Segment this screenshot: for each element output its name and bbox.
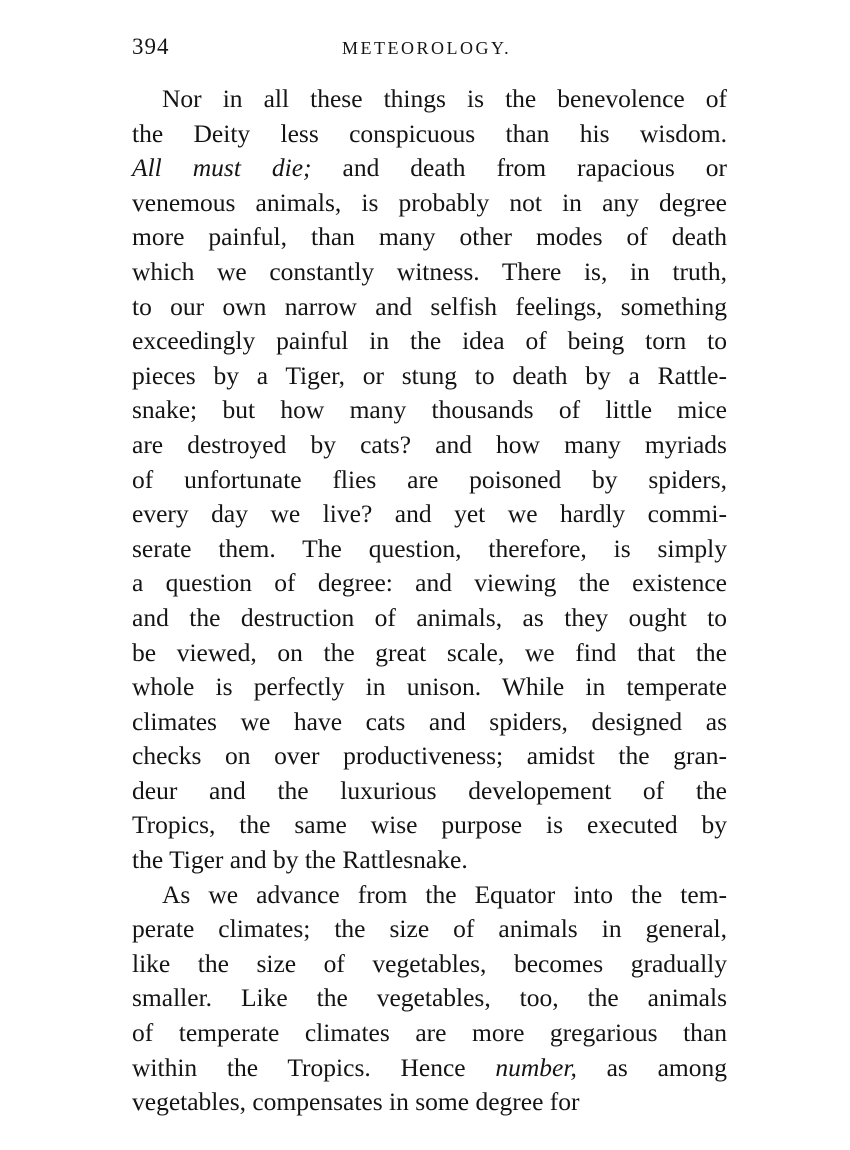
text-line bbox=[132, 981, 727, 1016]
paragraph bbox=[132, 82, 727, 878]
text-segment: pieces by a Tiger, or stung to death by a Rattle- bbox=[132, 360, 727, 390]
text-line bbox=[132, 912, 727, 947]
text-line bbox=[132, 808, 727, 843]
text-segment: perate climates; the size of animals in general, bbox=[132, 914, 727, 944]
text-line bbox=[132, 497, 727, 532]
text-segment: checks on over productiveness; amidst the gran- bbox=[132, 741, 727, 771]
text-segment: be viewed, on the great scale, we find that the bbox=[132, 637, 727, 667]
text-segment: and the destruction of animals, as they ought to bbox=[132, 602, 727, 632]
text-line bbox=[132, 151, 727, 186]
text-segment: are destroyed by cats? and how many myriads bbox=[132, 429, 727, 459]
text-line bbox=[132, 393, 727, 428]
text-segment: the Deity less conspicuous than his wisdom. bbox=[132, 118, 727, 148]
text-line bbox=[132, 636, 727, 671]
text-segment: a question of degree: and viewing the existence bbox=[132, 568, 727, 598]
text-segment: whole is perfectly in unison. While in temperate bbox=[132, 672, 727, 702]
text-segment: Tropics, the same wise purpose is executed by bbox=[132, 810, 727, 840]
text-segment: within the Tropics. Hence bbox=[132, 1052, 496, 1082]
text-line bbox=[132, 1051, 727, 1086]
text-line bbox=[132, 428, 727, 463]
text-line bbox=[132, 359, 727, 394]
text-line bbox=[132, 843, 727, 878]
text-line bbox=[132, 705, 727, 740]
text-segment: smaller. Like the vegetables, too, the animals bbox=[132, 983, 727, 1013]
text-line bbox=[132, 463, 727, 498]
text-segment: which we constantly witness. There is, in truth, bbox=[132, 256, 727, 286]
page-header bbox=[132, 34, 722, 64]
text-segment: every day we live? and yet we hardly commi- bbox=[132, 499, 727, 529]
text-line bbox=[132, 324, 727, 359]
paragraph bbox=[132, 878, 727, 1120]
text-line bbox=[132, 878, 727, 913]
text-line bbox=[132, 774, 727, 809]
text-segment: As we advance from the Equator into the tem- bbox=[162, 879, 727, 909]
running-head: METEOROLOGY. bbox=[342, 38, 512, 58]
text-line bbox=[132, 947, 727, 982]
text-segment: deur and the luxurious developement of the bbox=[132, 775, 727, 805]
text-segment: the Tiger and by the Rattlesnake. bbox=[132, 845, 468, 875]
italic-text: All must die; bbox=[132, 153, 312, 183]
text-segment: of temperate climates are more gregarious than bbox=[132, 1018, 727, 1048]
text-line bbox=[132, 290, 727, 325]
text-segment: more painful, than many other modes of death bbox=[132, 222, 727, 252]
text-segment: serate them. The question, therefore, is simply bbox=[132, 533, 727, 563]
text-line bbox=[132, 739, 727, 774]
text-line bbox=[132, 220, 727, 255]
text-line bbox=[132, 532, 727, 567]
text-segment: vegetables, compensates in some degree for bbox=[132, 1087, 580, 1117]
text-segment: climates we have cats and spiders, designed as bbox=[132, 706, 727, 736]
text-segment: snake; but how many thousands of little mice bbox=[132, 395, 727, 425]
text-line bbox=[132, 566, 727, 601]
text-line bbox=[132, 1085, 727, 1120]
text-line bbox=[132, 1016, 727, 1051]
text-segment: to our own narrow and selfish feelings, something bbox=[132, 291, 727, 321]
text-segment: of unfortunate flies are poisoned by spiders, bbox=[132, 464, 727, 494]
text-segment: and death from rapacious or bbox=[311, 153, 727, 183]
text-segment: venemous animals, is probably not in any degree bbox=[132, 187, 727, 217]
italic-text: number, bbox=[495, 1052, 577, 1082]
text-segment: exceedingly painful in the idea of being torn to bbox=[132, 326, 727, 356]
text-segment: Nor in all these things is the benevolence of bbox=[162, 84, 727, 113]
text-line bbox=[132, 670, 727, 705]
text-line bbox=[132, 117, 727, 152]
body-text bbox=[132, 82, 727, 1120]
page-number: 394 bbox=[132, 34, 170, 59]
text-line bbox=[132, 601, 727, 636]
text-line bbox=[132, 255, 727, 290]
text-line bbox=[132, 186, 727, 221]
text-line bbox=[132, 82, 727, 117]
text-segment: as among bbox=[576, 1052, 727, 1082]
text-segment: like the size of vegetables, becomes gradually bbox=[132, 948, 727, 978]
